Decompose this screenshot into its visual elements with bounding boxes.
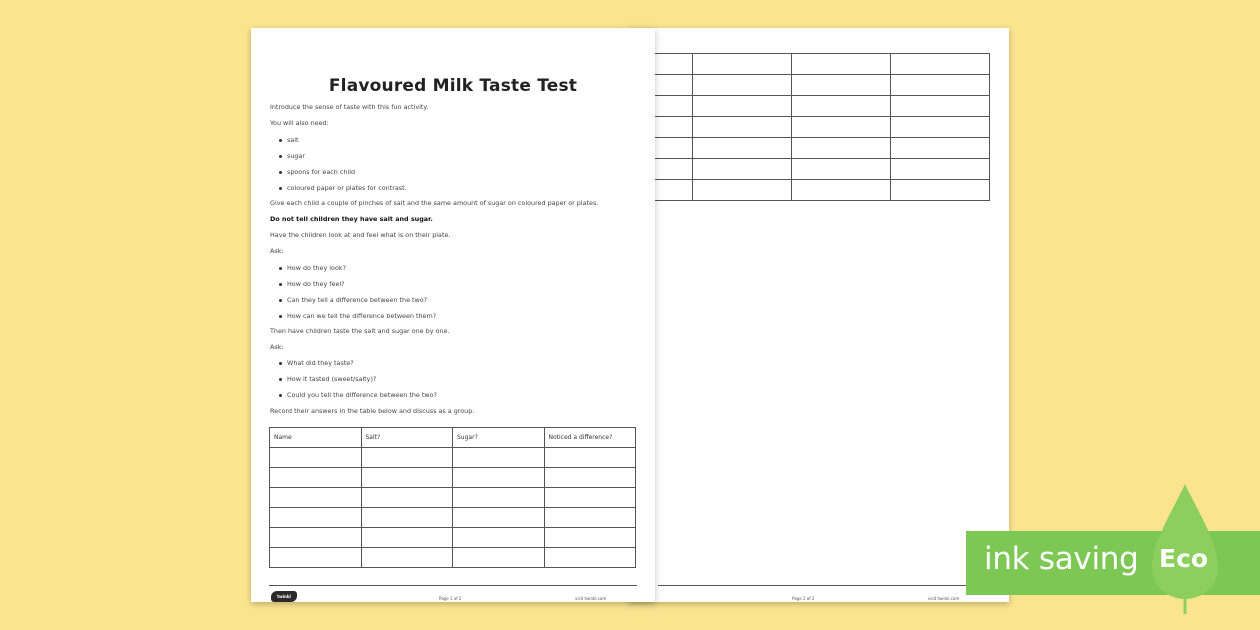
table-row	[636, 159, 990, 180]
list-item: What did they taste?	[287, 359, 354, 367]
list-item: How do they look?	[287, 264, 346, 272]
intro-text: Introduce the sense of taste with this fun activity.	[270, 103, 429, 111]
table-header: Noticed a difference?	[544, 428, 636, 448]
footer-url: visit twinkl.com	[575, 596, 607, 601]
worksheet-page-1	[251, 28, 655, 602]
table-row	[636, 96, 990, 117]
list-item: Could you tell the difference between the two?	[287, 391, 437, 399]
ask-label: Ask:	[270, 343, 284, 351]
footer-divider	[269, 585, 637, 586]
footer-divider	[658, 585, 995, 586]
table-row	[270, 488, 636, 508]
table-row	[270, 468, 636, 488]
page2-blank-table	[635, 53, 990, 201]
twinkl-logo: twinkl	[271, 591, 297, 602]
ask-label: Ask:	[270, 247, 284, 255]
table-row	[270, 528, 636, 548]
worksheet-page-2	[628, 28, 1009, 602]
list-item: salt	[287, 136, 299, 144]
page-number: Page 2 of 2	[792, 596, 815, 601]
list-item: Can they tell a difference between the two?	[287, 296, 428, 304]
table-header: Name	[270, 428, 362, 448]
table-header-row	[270, 428, 636, 448]
list-item: spoons for each child	[287, 168, 356, 176]
warning-text: Do not tell children they have salt and sugar.	[270, 215, 433, 223]
record-text: Record their answers in the table below and discuss as a group.	[270, 407, 475, 415]
table-row	[636, 117, 990, 138]
list-item: sugar	[287, 152, 305, 160]
table-row	[270, 448, 636, 468]
table-row	[636, 180, 990, 201]
list-item: How it tasted (sweet/salty)?	[287, 375, 377, 383]
footer-url: visit twinkl.com	[928, 596, 960, 601]
page-title: Flavoured Milk Taste Test	[328, 76, 578, 96]
table-row	[270, 548, 636, 568]
table-header: Sugar?	[453, 428, 545, 448]
answers-table	[269, 427, 636, 568]
list-item: How do they feel?	[287, 280, 345, 288]
table-row	[636, 75, 990, 96]
table-header: Salt?	[361, 428, 453, 448]
look-text: Have the children look at and feel what is on their plate.	[270, 231, 451, 239]
eco-label: Eco	[1159, 544, 1209, 573]
page-number: Page 1 of 2	[439, 596, 462, 601]
ink-saving-label: ink saving	[984, 541, 1139, 577]
need-label: You will also need:	[270, 119, 329, 127]
taste-text: Then have children taste the salt and sugar one by one.	[270, 327, 450, 335]
list-item: coloured paper or plates for contrast.	[287, 184, 407, 192]
list-item: How can we tell the difference between them?	[287, 312, 437, 320]
table-row	[270, 508, 636, 528]
give-text: Give each child a couple of pinches of salt and the same amount of sugar on coloured paper or plates.	[270, 199, 599, 207]
table-row	[636, 54, 990, 75]
table-row	[636, 138, 990, 159]
